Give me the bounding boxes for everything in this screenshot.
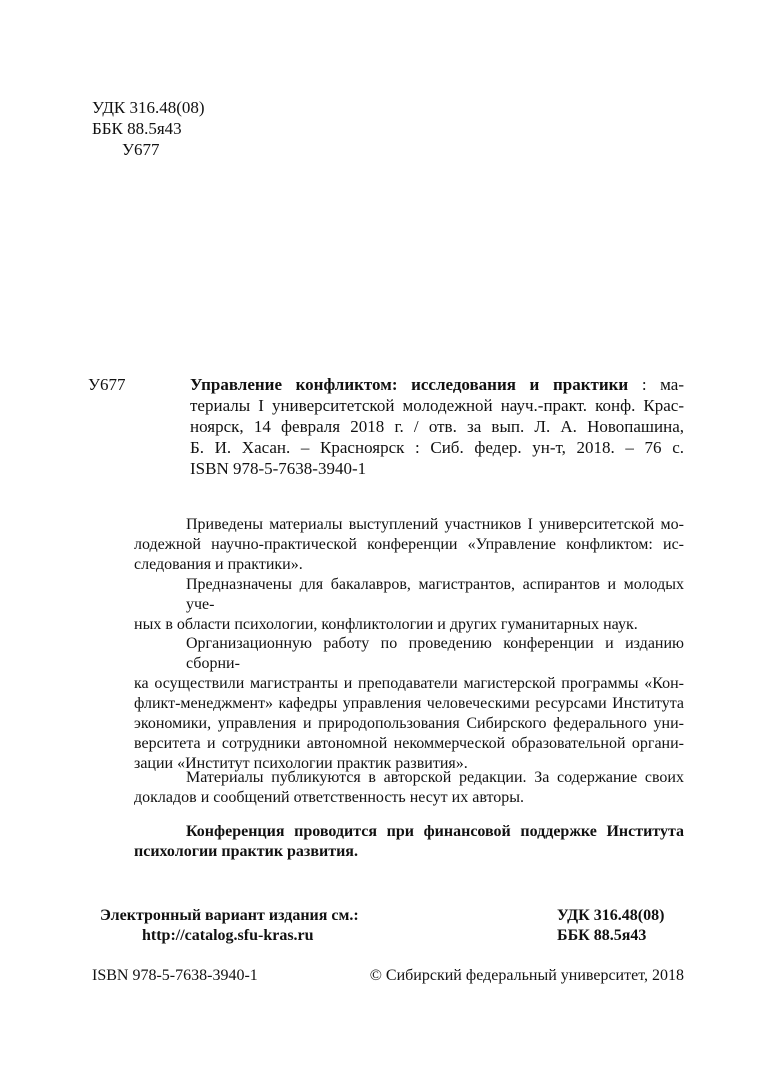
copyright-notice: © Сибирский федеральный университет, 2018 — [369, 967, 684, 984]
classification-block — [92, 97, 205, 160]
isbn-footer: ISBN 978-5-7638-3940-1 — [92, 967, 258, 984]
annotation-line: Предназначены для бакалавров, магистрантов, аспирантов и молодых уче- — [186, 576, 684, 613]
organization-paragraph — [134, 634, 684, 774]
authors-note — [134, 768, 684, 808]
organization-line: ка осуществили магистранты и преподаватели магистерской программы «Кон- — [134, 675, 684, 692]
funding-line: психологии практик развития. — [134, 843, 358, 860]
electronic-version-url[interactable]: http://catalog.sfu-kras.ru — [142, 927, 314, 944]
entry-line-4: Б. И. Хасан. – Красноярск : Сиб. федер. ун-т, 2018. – 76 с. — [190, 438, 684, 457]
annotation-line: лодежной научно-практической конференции «Управление конфликтом: ис- — [134, 536, 684, 553]
udk-bottom: УДК 316.48(08) — [557, 907, 665, 924]
annotation-line: следования и практики». — [134, 556, 303, 573]
entry-cutter-code: У677 — [88, 375, 126, 394]
organization-line: верситета и сотрудники автономной некоммерческой образовательной органи- — [134, 735, 684, 752]
annotation-line: Приведены материалы выступлений участников I университетской мо- — [186, 516, 684, 533]
udk-code: УДК 316.48(08) — [92, 98, 205, 117]
organization-line: зации «Институт психологии практик развития». — [134, 755, 468, 772]
book-title: Управление конфликтом: исследования и практики — [190, 375, 629, 394]
annotation-line: ных в области психологии, конфликтологии и других гуманитарных наук. — [134, 616, 638, 633]
electronic-version-label: Электронный вариант издания см.: — [100, 907, 359, 924]
annotation — [134, 515, 684, 635]
funding-note — [134, 822, 684, 862]
bbk-code: ББК 88.5я43 — [92, 119, 182, 138]
organization-line: Организационную работу по проведению конференции и изданию сборни- — [186, 635, 684, 672]
catalog-entry — [190, 374, 684, 479]
entry-line-1-rest: : ма- — [628, 375, 684, 394]
funding-line: Конференция проводится при финансовой поддержке Института — [186, 823, 684, 840]
authors-note-line: Материалы публикуются в авторской редакции. За содержание своих — [186, 769, 684, 786]
entry-line-2: териалы I университетской молодежной науч.-практ. конф. Крас- — [190, 396, 684, 415]
bbk-bottom: ББК 88.5я43 — [557, 927, 647, 944]
entry-line-1 — [190, 374, 684, 395]
entry-isbn: ISBN 978-5-7638-3940-1 — [190, 459, 367, 478]
cutter-code: У677 — [122, 140, 160, 159]
organization-line: фликт-менеджмент» кафедры управления человеческими ресурсами Института — [134, 695, 684, 712]
authors-note-line: докладов и сообщений ответственность несут их авторы. — [134, 789, 525, 806]
entry-line-3: ноярск, 14 февраля 2018 г. / отв. за вып. Л. А. Новопашина, — [190, 417, 684, 436]
organization-line: экономики, управления и природопользования Сибирского федерального уни- — [134, 715, 684, 732]
